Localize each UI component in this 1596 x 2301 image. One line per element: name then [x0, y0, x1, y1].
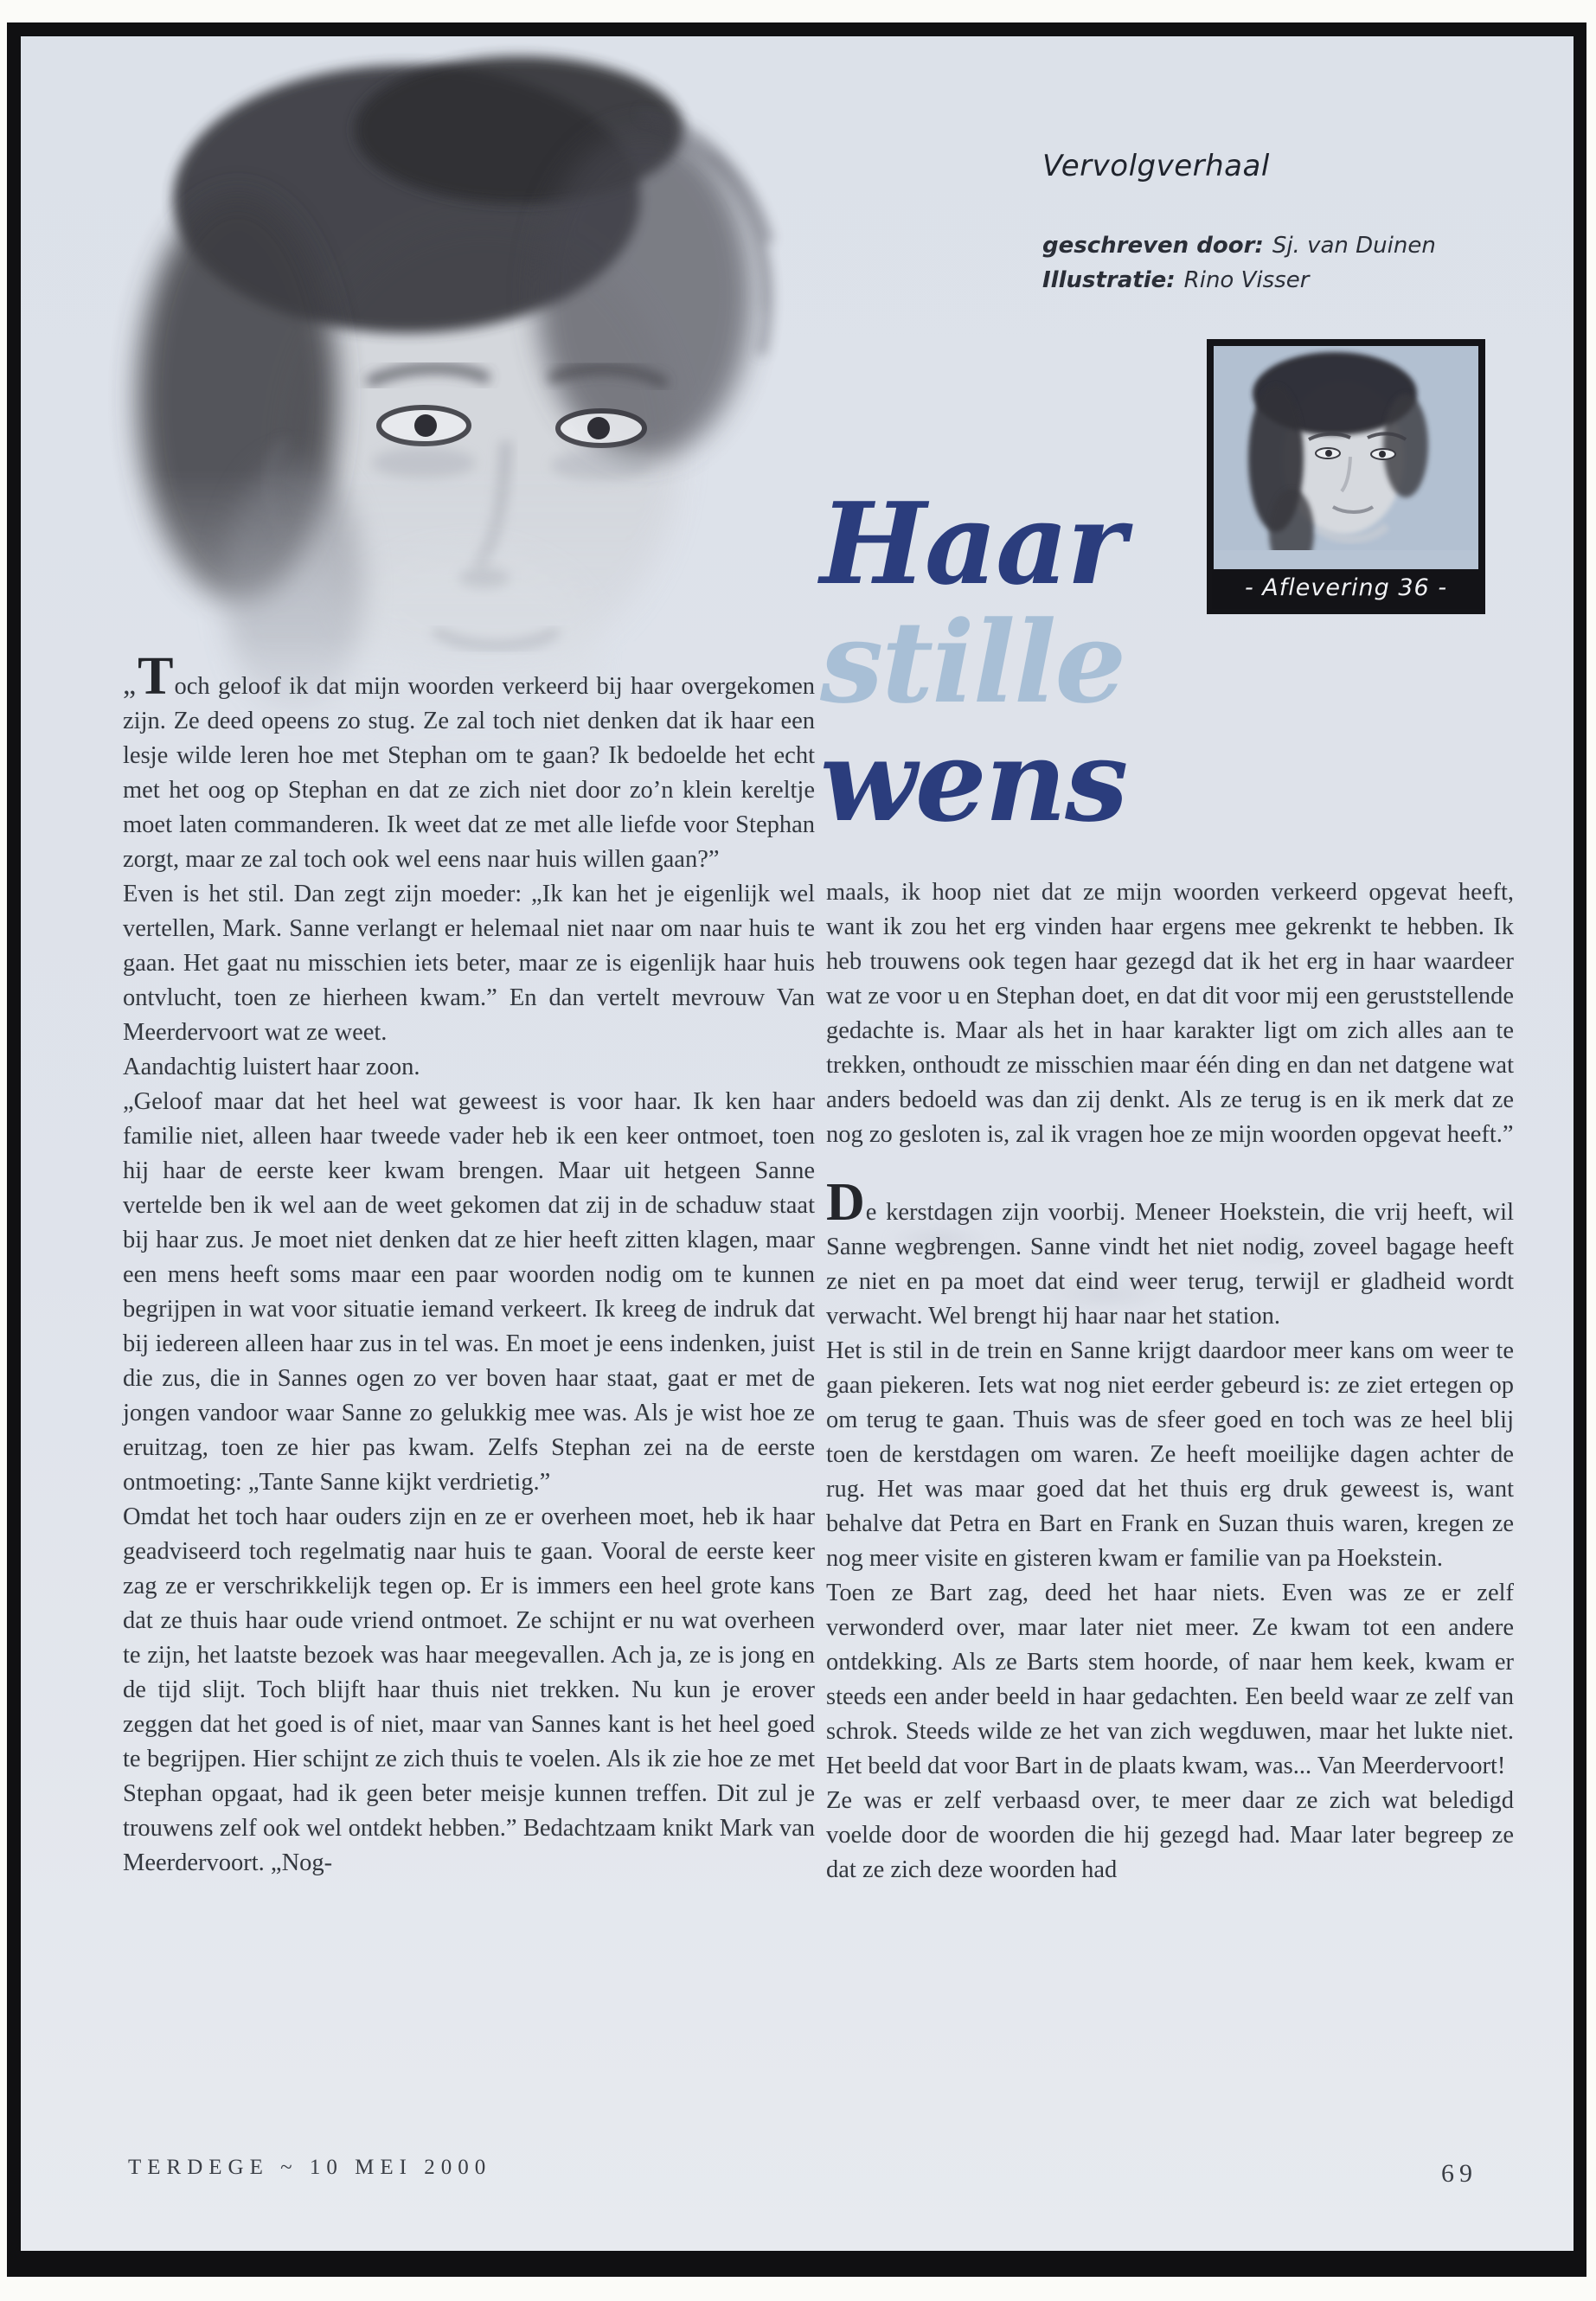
illustrator-credit-label: Illustratie: [1042, 267, 1176, 293]
opening-quote: „ [123, 669, 138, 701]
story-title-line1: Haar [820, 478, 1125, 610]
story-paragraph: maals, ik hoop niet dat ze mijn woorden verkeerd opgevat heeft, want ik zou het erg vinden haar ergens mee gekrenkt te hebben. Ik heb trouwens ook tegen haar gezegd dat ik het erg in haar waardeer wat ze voor u en Stephan doet, en dat dit voor mij een geruststellende gedachte is. Maar als het in haar karakter ligt om zich alles aan te trekken, onthoudt ze misschien maar één ding en dan net datgene wat anders bedoeld was dan zij denkt. Als ze terug is en ik merk dat ze nog zo gesloten is, zal ik vragen hoe ze mijn woorden opgevat heeft.” [826, 879, 1514, 1148]
page-number: 69 [1441, 2159, 1477, 2188]
author-credit [1042, 228, 1509, 263]
story-paragraph [123, 647, 815, 877]
section-paragraph-text: e kerstdagen zijn voorbij. Meneer Hoekstein, die vrij heeft, wil Sanne wegbrengen. Sanne vindt het niet nodig, zoveel bagage heeft ze niet en pa moet dat eind weer terug, terwijl er gladheid wordt verwacht. Wel brengt hij haar naar het station. [826, 1199, 1514, 1330]
article-kicker: Vervolgverhaal [1042, 149, 1270, 183]
story-column-right [826, 875, 1514, 1888]
story-column-left [123, 647, 815, 1881]
drop-cap-d: D [826, 1173, 866, 1232]
story-title-line2: stille [820, 596, 1125, 728]
story-title-line3: wens [820, 715, 1127, 847]
episode-portrait [1214, 346, 1478, 550]
magazine-footer: TERDEGE ~ 10 MEI 2000 [128, 2156, 492, 2179]
drop-cap-t: T [138, 647, 175, 706]
story-title [820, 478, 1127, 847]
story-paragraph: Aandachtig luistert haar zoon. [123, 1054, 420, 1080]
author-credit-value: Sj. van Duinen [1272, 233, 1436, 259]
illustrator-credit [1042, 263, 1509, 298]
story-paragraph [826, 1173, 1514, 1334]
illustrator-credit-value: Rino Visser [1183, 267, 1310, 293]
story-paragraph: Toen ze Bart zag, deed het haar niets. Even was ze er zelf verwonderd over, maar later niet meer. Ze kwam tot een andere ontdekking. Als ze Barts stem hoorde, of naar hem keek, kwam er steeds een ander beeld in haar gedachten. Een beeld waar ze zelf van schrok. Steeds wilde ze het van zich wegduwen, maar het lukte niet. Het beeld dat voor Bart in de plaats kwam, was... Van Meerdervoort! [826, 1580, 1514, 1779]
episode-portrait-frame [1207, 339, 1485, 614]
article-header [1042, 149, 1509, 298]
story-paragraph: „Geloof maar dat het heel wat geweest is voor haar. Ik ken haar familie niet, alleen haar tweede vader heb ik een keer ontmoet, toen hij haar de eerste keer kwam brengen. Maar uit hetgeen Sanne vertelde ben ik wel aan de weet gekomen dat zij in de schaduw staat bij haar zus. Je moet niet denken dat ze hier heeft zitten klagen, maar een mens heeft soms maar een paar woorden nodig om te kunnen begrijpen in wat voor situatie iemand verkeert. Ik kreeg de indruk dat bij iedereen alleen haar zus in tel was. En moet je eens indenken, juist die zus, die in Sannes ogen zo ver boven haar staat, gaat er met de jongen vandoor waar Sanne zo gelukkig mee was. Als je wist hoe ze eruitzag, toen ze hier pas kwam. Zelfs Stephan zei na de eerste ontmoeting: „Tante Sanne kijkt verdrietig.” [123, 1088, 815, 1496]
episode-badge: - Aflevering 36 - [1212, 569, 1480, 609]
story-paragraph: Omdat het toch haar ouders zijn en ze er overheen moet, heb ik haar geadviseerd toch regelmatig naar huis te gaan. Vooral de eerste keer zag ze er verschrikkelijk tegen op. Er is immers een heel grote kans dat ze thuis haar oude vriend ontmoet. Ze schijnt er nu wat overheen te zijn, het laatste bezoek was haar meegevallen. Ach ja, ze is jong en de tijd slijt. Toch blijft haar thuis niet trekken. Nu kun je erover zeggen dat het goed is of niet, maar van Sannes kant is het heel goed te begrijpen. Hier schijnt ze zich thuis te voelen. Als ik zie hoe ze met Stephan opgaat, had ik geen beter meisje kunnen treffen. Dit zul je trouwens zelf ook wel ontdekt hebben.” Bedachtzaam knikt Mark van Meerdervoort. „Nog- [123, 1503, 815, 1876]
lead-paragraph-text: och geloof ik dat mijn woorden verkeerd bij haar overgekomen zijn. Ze deed opeens zo stug. Ze zal toch niet denken dat ik haar een lesje wilde leren hoe met Stephan om te gaan? Ik bedoelde het echt met het oog op Stephan en dat ze zich niet door zo’n klein kereltje moet laten commanderen. Ik weet dat ze met alle liefde voor Stephan zorgt, maar ze zal toch ook wel eens naar huis willen gaan?” [123, 673, 815, 873]
story-paragraph: Het is stil in de trein en Sanne krijgt daardoor meer kans om weer te gaan piekeren. Iets wat nog niet eerder gebeurd is: ze ziet ertegen op om terug te gaan. Thuis was de sfeer goed en toch was ze heel blij toen de kerstdagen om waren. Ze heeft moeilijke dagen achter de rug. Het was maar goed dat het thuis erg druk geweest is, want behalve dat Petra en Bart en Frank en Suzan thuis waren, kregen ze nog meer visite en gisteren kwam er familie van pa Hoekstein. [826, 1337, 1514, 1572]
author-credit-label: geschreven door: [1042, 233, 1264, 259]
story-paragraph: Ze was er zelf verbaasd over, te meer daar ze zich wat beledigd voelde door de woorden die hij gezegd had. Maar later begreep ze dat ze zich deze woorden had [826, 1787, 1514, 1883]
story-paragraph: Even is het stil. Dan zegt zijn moeder: „Ik kan het je eigenlijk wel vertellen, Mark. Sanne verlangt er helemaal niet naar om naar huis te gaan. Het gaat nu misschien iets beter, maar ze is eigenlijk haar huis ontvlucht, toen ze hierheen kwam.” En dan vertelt mevrouw Van Meerdervoort wat ze weet. [123, 881, 815, 1046]
